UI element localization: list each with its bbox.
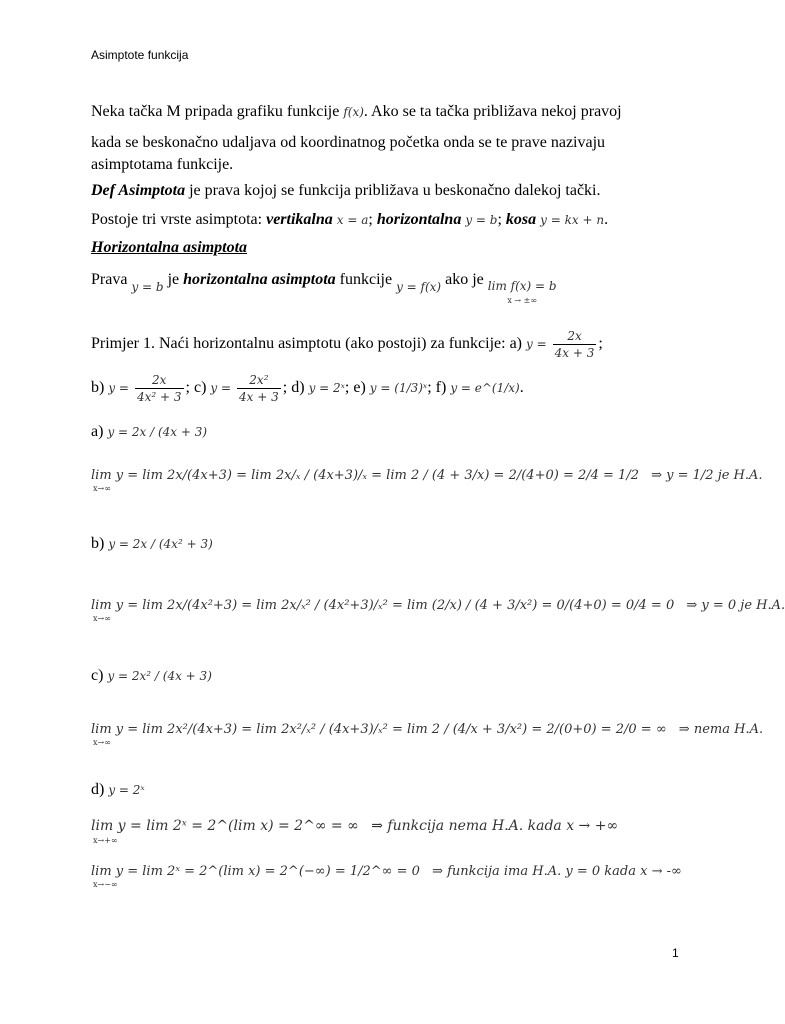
solution-b-calc-text: lim y = lim 2x/(4x²+3) = lim 2x/ₓ² / (4x²+3)/ₓ² = lim (2/x) / (4 + 3/x²) = 0/(4+0) = 0/4 = 0 [91, 598, 675, 613]
example-e-eq: y = (1/3)ˣ [369, 381, 428, 396]
solution-d-result2: ⇒ funkcija ima H.A. y = 0 kada x → -∞ [432, 864, 682, 879]
type-vertical: vertikalna [266, 211, 333, 228]
solution-d-fn: y = 2ˣ [108, 783, 145, 797]
example-f-eq: y = e^(1/x) [450, 381, 520, 396]
example-c-fraction [237, 372, 281, 405]
example-line-1 [91, 328, 603, 361]
solution-d-calc2-text: lim y = lim 2ˣ = 2^(lim x) = 2^(−∞) = 1/2^∞ = 0 [91, 864, 420, 879]
hd-term: horizontalna asimptota [183, 271, 336, 288]
solution-d-calc1-text: lim y = lim 2ˣ = 2^(lim x) = 2^∞ = ∞ [91, 818, 359, 834]
solution-a-calc [91, 468, 763, 483]
solution-a-label: a) [91, 423, 104, 440]
types-end: . [604, 211, 609, 228]
example-semicolon: ; [598, 335, 603, 353]
solution-b-fn: y = 2x / (4x² + 3) [108, 537, 213, 551]
sep-1: ; [368, 211, 373, 228]
solution-d-calc-2 [91, 864, 682, 879]
example-a-fraction [553, 328, 597, 361]
hd-limit-expr: lim f(x) = b [487, 279, 557, 293]
solution-c-fn: y = 2x² / (4x + 3) [107, 669, 212, 683]
solution-d-sub1: x→+∞ [93, 836, 118, 845]
example-b-fraction [135, 372, 184, 405]
hd-limit [488, 276, 557, 305]
solution-d-calc-1 [91, 818, 618, 834]
intro-line-1-a: Neka tačka M pripada grafiku funkcije [91, 103, 340, 120]
example-c-num: 2x² [237, 372, 281, 389]
solution-c-sub: x→∞ [93, 738, 111, 747]
solution-c-calc-text: lim y = lim 2x²/(4x+3) = lim 2x²/ₓ² / (4x+3)/ₓ² = lim 2 / (4/x + 3/x²) = 2/(0+0) = 2/0 = ∞ [91, 722, 667, 737]
solution-b-label: b) [91, 535, 105, 552]
intro-line-1 [91, 102, 622, 122]
example-period: . [519, 379, 524, 397]
type-horizontal: horizontalna [376, 211, 462, 228]
solution-a-header [91, 422, 207, 442]
example-c-y: y = [210, 381, 232, 396]
intro-line-1-b: . Ako se ta tačka približava nekoj pravoj [363, 103, 622, 120]
hd-ako-je: ako je [445, 271, 484, 288]
solution-b-header [91, 534, 213, 554]
example-d-eq: y = 2ˣ [308, 381, 345, 396]
example-b-num: 2x [135, 372, 184, 389]
type-oblique: kosa [505, 211, 537, 228]
solution-a-sub: x→∞ [93, 484, 111, 493]
example-b-den: 4x² + 3 [136, 390, 182, 404]
solution-c-header [91, 666, 212, 686]
hd-eq-b: y = b [131, 280, 164, 294]
intro-line-2: kada se beskonačno udaljava od koordinatnog početka onda se te prave nazivaju [91, 134, 606, 151]
example-f-label: ; f) [427, 379, 447, 397]
definition [91, 181, 600, 201]
type-vertical-eq: x = a [336, 213, 369, 227]
sep-2: ; [497, 211, 502, 228]
hd-prava: Prava [91, 271, 128, 288]
example-a-den: 4x + 3 [554, 346, 595, 360]
example-e-label: ; e) [344, 379, 366, 397]
hd-funkcije: funkcije [339, 271, 393, 288]
definition-term: Def Asimptota [91, 182, 186, 199]
type-horizontal-eq: y = b [465, 213, 498, 227]
asymptote-types [91, 210, 608, 230]
horizontal-definition [91, 270, 557, 305]
solution-a-calc-text: lim y = lim 2x/(4x+3) = lim 2x/ₓ / (4x+3)/ₓ = lim 2 / (4 + 3/x) = 2/(4+0) = 2/4 = 1/2 [91, 468, 639, 483]
intro-line-3: asimptotama funkcije. [91, 156, 234, 173]
document-header: Asimptote funkcija [91, 48, 189, 62]
hd-je: je [167, 271, 180, 288]
hd-eq-fx: y = f(x) [396, 280, 442, 294]
page-number: 1 [672, 946, 679, 960]
example-a-num: 2x [553, 328, 597, 345]
solution-a-result: ⇒ y = 1/2 je H.A. [651, 468, 763, 483]
example-b-y: y = [108, 381, 129, 396]
definition-text: je prava kojoj se funkcija približava u beskonačno dalekoj tački. [185, 182, 601, 199]
solution-c-calc [91, 722, 763, 737]
types-lead: Postoje tri vrste asimptota: [91, 211, 267, 228]
solution-b-result: ⇒ y = 0 je H.A. [686, 598, 785, 613]
intro-fx: f(x) [343, 105, 364, 119]
example-c-label: ; c) [185, 379, 207, 397]
example-b-label: b) [91, 379, 105, 397]
example-lead: Primjer 1. Naći horizontalnu asimptotu (ako postoji) za funkcije: a) [91, 335, 522, 353]
solution-c-result: ⇒ nema H.A. [678, 722, 764, 737]
solution-d-label: d) [91, 781, 105, 798]
example-line-2 [91, 372, 524, 405]
solution-d-result1: ⇒ funkcija nema H.A. kada x → +∞ [371, 818, 619, 834]
type-oblique-eq: y = kx + n [540, 213, 605, 227]
solution-c-label: c) [91, 667, 104, 684]
solution-d-sub2: x→−∞ [93, 880, 118, 889]
example-c-den: 4x + 3 [239, 390, 279, 404]
solution-b-sub: x→∞ [93, 614, 111, 623]
hd-limit-sub: x → ±∞ [507, 296, 537, 305]
example-a-y: y = [526, 337, 547, 352]
solution-d-header [91, 780, 145, 800]
example-d-label: ; d) [282, 379, 305, 397]
solution-a-fn: y = 2x / (4x + 3) [107, 425, 208, 439]
section-heading: Horizontalna asimptota [91, 239, 248, 256]
solution-b-calc [91, 598, 785, 613]
